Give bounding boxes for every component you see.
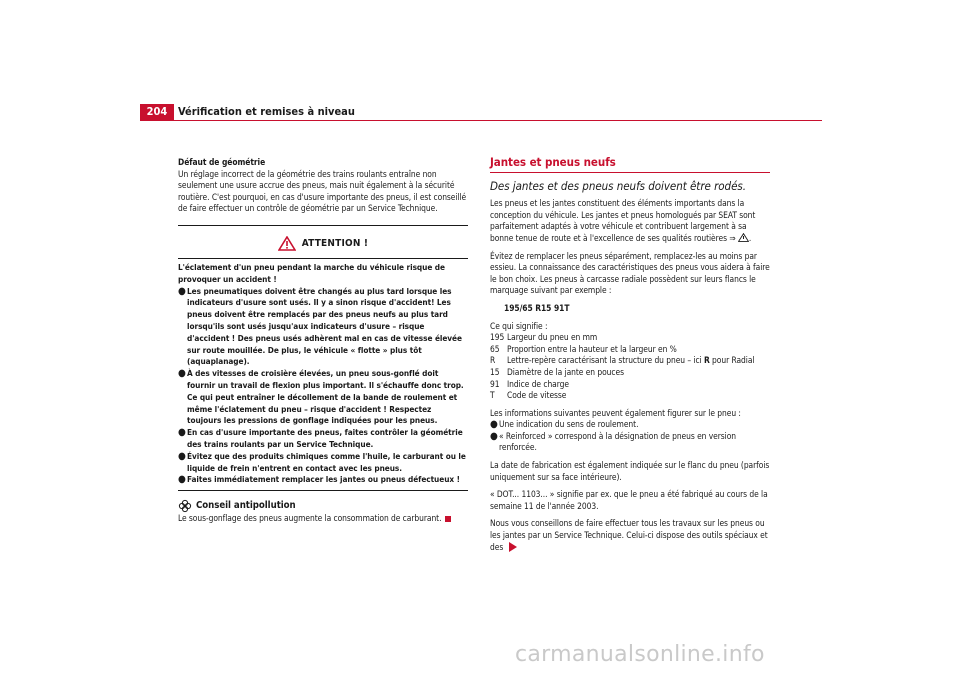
wheels-paragraph-2: Évitez de remplacer les pneus séparément, remplacez-les au moins par essieu. La connaissance des caractéristiques des pneus vous aidera à faire le bon choix. Les pneus à carcasse radiale possèdent sur leurs flancs le marquage suivant par exemple : [490,250,770,296]
watermark: carmanualsonline.info [515,642,765,667]
section-title-wheels: Jantes et pneus neufs [490,157,770,173]
right-column [490,157,770,553]
eco-tip-text: Le sous-gonflage des pneus augmente la consommation de carburant. [178,513,468,525]
left-column [178,157,468,525]
warning-triangle-icon [278,236,296,251]
warning-box [178,225,468,491]
wheels-paragraph-3: Les informations suivantes peuvent également figurer sur le pneu : [490,407,741,418]
section-subtitle: Des jantes et des pneus neufs doivent être rodés. [490,178,746,193]
warning-title: ATTENTION ! [301,238,369,250]
end-square-icon [445,516,451,522]
definition-row: T Code de vitesse [490,390,567,401]
warning-bullet: ● Faites immédiatement remplacer les jantes ou pneus défectueux ! [178,474,460,486]
tire-code: 195/65 R15 91T [504,302,570,313]
bullet-icon: ● [490,430,498,442]
definition-row: R Lettre-repère caractérisant la structure du pneu – ici R pour Radial [490,355,755,366]
definition-row: 15 Diamètre de la jante en pouces [490,366,624,377]
eco-flower-icon [178,499,192,513]
warning-triangle-icon [738,233,749,242]
definition-row: 91 Indice de charge [490,378,569,389]
definition-row: 195 Largeur du pneu en mm [490,332,598,343]
warning-bullet: ● À des vitesses de croisière élevées, un pneu sous-gonflé doit fournir un travail de flexion plus important. Il s'échauffe donc trop. Ce qui peut entraîner le décollement de la bande de roulement et même l'éclatement du pneu – risque d'accident ! Respectez toujours les pressions de gonflage indiquées pour les pneus. [178,368,464,426]
warning-bullet: ● Évitez que des produits chimiques comme l'huile, le carburant ou le liquide de frein n'entrent en contact avec les pneus. [178,450,466,473]
bullet-icon: ● [178,474,186,486]
wheels-paragraph-6: Nous vous conseillons de faire effectuer tous les travaux sur les pneus ou les jantes par un Service Technique. Celui-ci dispose des outils spéciaux et des [490,518,768,552]
wheels-paragraph-4: La date de fabrication est également indiquée sur le flanc du pneu (parfois uniquement sur sa face intérieure). [490,460,770,482]
wheels-paragraph-5: « DOT... 1103... » signifie par ex. que le pneu a été fabriqué au cours de la semaine 11 de l'année 2003. [490,489,768,511]
info-bullet: ● Une indication du sens de roulement. [490,419,639,431]
definition-row: 65 Proportion entre la hauteur et la largeur en % [490,343,677,354]
bullet-icon: ● [178,450,186,462]
eco-tip-title: Conseil antipollution [196,500,296,512]
geometry-paragraph: Un réglage incorrect de la géométrie des trains roulants entraîne non seulement une usure accrue des pneus, mais nuit également à la sécurité routière. C'est pourquoi, en cas d'usure importante des pneus, il est conseillé de faire effectuer un contrôle de géométrie par un Service Technique. [178,168,467,214]
warning-bullet: ● En cas d'usure importante des pneus, faites contrôler la géométrie des trains roulants par un Service Technique. [178,427,463,449]
section-heading-geometry: Défaut de géométrie [178,157,266,167]
warning-text [178,262,468,486]
warning-header [178,230,468,259]
header-rule [140,120,822,121]
warning-bullet: ● Les pneumatiques doivent être changés au plus tard lorsque les indicateurs d'usure sont usés. Il y a sinon risque d'accident! Les pneus doivent être remplacés par des pneus neufs au plus tard lorsqu'ils sont usés jusqu'aux indicateurs d'usure – risque d'accident ! Des pneus usés adhèrent mal en cas de vitesse élevée sur route mouillée. De plus, le véhicule « flotte » plus tôt (aquaplanage). [178,285,462,367]
meaning-label: Ce qui signifie : [490,320,548,331]
eco-tip-header [178,499,468,513]
warning-lead: L'éclatement d'un pneu pendant la marche du véhicule risque de provoquer un accident ! [178,261,445,284]
wheels-paragraph-1: Les pneus et les jantes constituent des éléments importants dans la conception du véhicule. Les jantes et pneus homologués par SEAT sont parfaitement adaptés à votre véhicule et contribuent largement à sa bonne tenue de route et à l'excellence de ses qualités routières ⇒ . [490,198,756,243]
bullet-icon: ● [178,368,186,380]
bullet-icon: ● [178,427,186,439]
info-bullet: ● « Reinforced » correspond à la désignation de pneus en version renforcée. [490,430,736,453]
continue-arrow-icon [509,542,517,552]
bullet-icon: ● [178,285,186,297]
page-number: 204 [140,104,174,120]
bullet-icon: ● [490,419,498,431]
tire-code-definitions [490,332,770,402]
page-title: Vérification et remises à niveau [178,105,355,118]
